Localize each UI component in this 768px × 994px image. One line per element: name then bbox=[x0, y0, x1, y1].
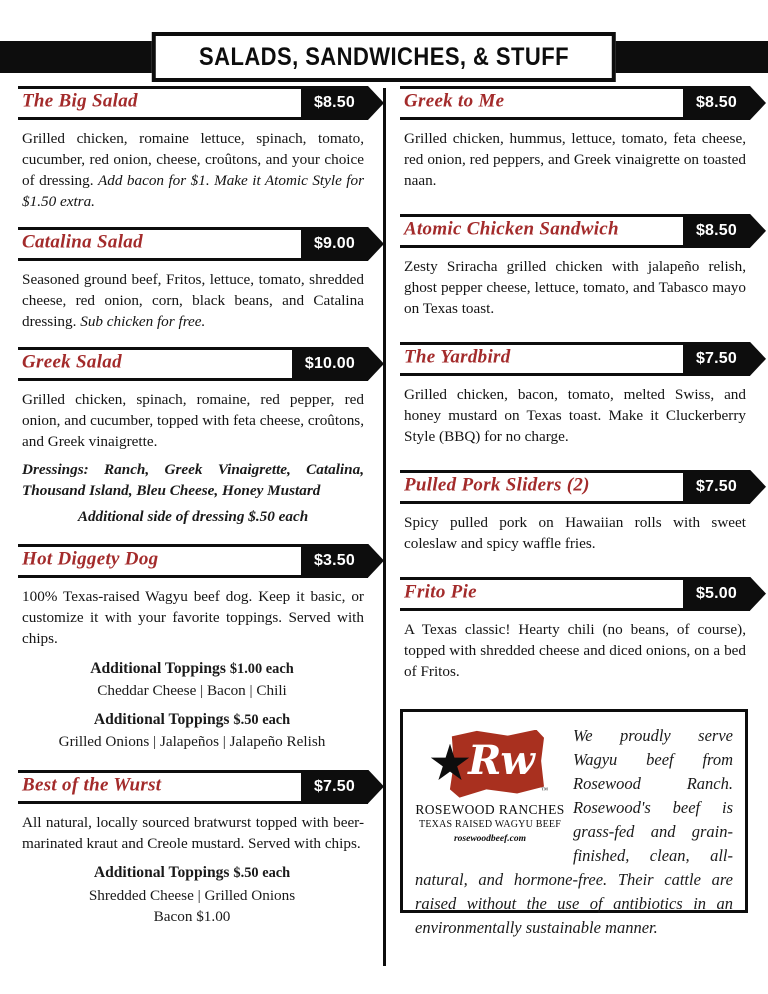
menu-item-header bbox=[400, 342, 748, 376]
menu-item-price: $9.00 bbox=[313, 234, 355, 252]
menu-item bbox=[18, 770, 366, 928]
extra-dressing-note: Additional side of dressing $.50 each bbox=[77, 507, 309, 525]
price-tag-body bbox=[301, 86, 368, 120]
rosewood-tagline: TEXAS RAISED WAGYU BEEF bbox=[419, 819, 561, 831]
price-tag bbox=[683, 214, 766, 248]
toppings-options: Shredded Cheese | Grilled Onions bbox=[88, 886, 296, 904]
price-tag bbox=[683, 86, 766, 120]
header-title-box bbox=[152, 32, 616, 82]
left-menu-column bbox=[18, 86, 366, 932]
column-divider bbox=[383, 88, 386, 966]
toppings-heading bbox=[18, 863, 366, 883]
toppings-options: Grilled Onions | Jalapeños | Jalapeño Relish bbox=[58, 732, 326, 750]
menu-item bbox=[400, 214, 748, 320]
price-tag-arrow-icon bbox=[750, 470, 766, 504]
price-tag-arrow-icon bbox=[750, 86, 766, 120]
price-tag-body bbox=[301, 544, 368, 578]
price-tag-body bbox=[683, 214, 750, 248]
menu-item bbox=[400, 577, 748, 683]
price-tag-arrow-icon bbox=[750, 342, 766, 376]
price-tag-body bbox=[301, 770, 368, 804]
toppings-options-secondary: Bacon $1.00 bbox=[153, 908, 231, 926]
menu-item-header bbox=[400, 86, 748, 120]
price-tag-arrow-icon bbox=[368, 347, 384, 381]
menu-item-description: Zesty Sriracha grilled chicken with jalapeño relish, ghost pepper cheese, lettuce, tomato, and Tabasco mayo on Texas toast. bbox=[404, 257, 746, 317]
menu-item bbox=[18, 227, 366, 333]
menu-item-name: Pulled Pork Sliders (2) bbox=[404, 474, 590, 496]
rosewood-brand-mark-icon bbox=[430, 728, 550, 800]
promo-top-row bbox=[415, 724, 733, 868]
menu-item-description: 100% Texas-raised Wagyu beef dog. Keep it basic, or customize it with your favorite toppings. Served with chips. bbox=[22, 587, 364, 647]
menu-item-price: $8.50 bbox=[695, 221, 737, 239]
menu-item-description: Spicy pulled pork on Hawaiian rolls with sweet coleslaw and spicy waffle fries. bbox=[404, 513, 746, 552]
toppings-heading-label: Additional Toppings bbox=[93, 710, 230, 728]
menu-item bbox=[18, 347, 366, 528]
rosewood-promo-box bbox=[400, 709, 748, 938]
menu-item-name: Best of the Wurst bbox=[22, 774, 162, 796]
rosewood-logo bbox=[415, 724, 565, 845]
price-tag bbox=[301, 544, 384, 578]
trademark-symbol: ™ bbox=[541, 785, 548, 794]
price-tag-body bbox=[292, 347, 368, 381]
price-tag-arrow-icon bbox=[368, 227, 384, 261]
menu-item-header bbox=[400, 214, 748, 248]
menu-item-name: The Yardbird bbox=[404, 346, 511, 368]
price-tag-arrow-icon bbox=[368, 544, 384, 578]
price-tag bbox=[683, 342, 766, 376]
toppings-price: $.50 each bbox=[233, 711, 291, 728]
menu-item bbox=[18, 86, 366, 213]
description-text: Grilled chicken, romaine lettuce, spinach, tomato, cucumber, red onion, cheese, croûtons, and your choice of dressing. bbox=[22, 130, 364, 189]
menu-item-description bbox=[22, 270, 364, 333]
dressings-note: Dressings: Ranch, Greek Vinaigrette, Catalina, Thousand Island, Bleu Cheese, Honey Mustard bbox=[22, 460, 364, 499]
menu-item-description: Grilled chicken, hummus, lettuce, tomato, feta cheese, red onion, red peppers, and Greek vinaigrette on toasted naan. bbox=[404, 130, 746, 189]
price-tag bbox=[683, 577, 766, 611]
menu-item-price: $8.50 bbox=[695, 94, 737, 111]
menu-item-header bbox=[400, 577, 748, 611]
menu-item-name: Atomic Chicken Sandwich bbox=[404, 218, 619, 240]
description-italic-note: Add bacon for $1. Make it Atomic Style for $1.50 extra. bbox=[22, 171, 365, 210]
menu-item-header bbox=[18, 770, 366, 804]
right-menu-column bbox=[400, 86, 748, 938]
menu-item-header bbox=[400, 470, 748, 504]
price-tag-body bbox=[301, 227, 368, 261]
menu-item-header bbox=[18, 544, 366, 578]
page-title: SALADS, SANDWICHES, & STUFF bbox=[199, 42, 569, 71]
price-tag-body bbox=[683, 470, 750, 504]
price-tag-body bbox=[683, 86, 750, 120]
menu-item-price: $3.50 bbox=[313, 551, 355, 569]
rosewood-brand-name: ROSEWOOD RANCHES bbox=[415, 801, 565, 817]
menu-item-header bbox=[18, 227, 366, 261]
menu-item-description bbox=[22, 129, 364, 213]
page-header-banner bbox=[0, 41, 768, 73]
rosewood-website-url[interactable]: rosewoodbeef.com bbox=[453, 834, 527, 845]
description-text: Seasoned ground beef, Fritos, lettuce, tomato, shredded cheese, red onion, corn, black beans, and Catalina dressing. bbox=[22, 270, 364, 330]
price-tag-arrow-icon bbox=[368, 770, 384, 804]
price-tag bbox=[292, 347, 384, 381]
menu-item bbox=[400, 86, 748, 192]
menu-item-description: A Texas classic! Hearty chili (no beans, of course), topped with shredded cheese and diced onions, on a bed of Fritos. bbox=[404, 620, 746, 680]
menu-item-description: Grilled chicken, spinach, romaine, red pepper, red onion, and cucumber, topped with feta cheese, croûtons, and Greek vinaigrette. bbox=[22, 390, 364, 450]
price-tag-arrow-icon bbox=[750, 577, 766, 611]
menu-item-name: Catalina Salad bbox=[22, 231, 143, 253]
menu-item bbox=[18, 544, 366, 752]
toppings-options: Cheddar Cheese | Bacon | Chili bbox=[97, 681, 287, 699]
menu-item-header bbox=[18, 347, 366, 381]
price-tag bbox=[301, 227, 384, 261]
menu-item-price: $7.50 bbox=[695, 477, 737, 495]
menu-item-price: $5.00 bbox=[695, 584, 737, 602]
toppings-heading bbox=[18, 710, 366, 730]
menu-item bbox=[400, 470, 748, 555]
promo-text-first-part: We proudly serve Wagyu beef from Rosewood Ranch. Rosewood's beef is grass-fed and grain-finished, clean, all- bbox=[573, 725, 733, 865]
menu-item-header bbox=[18, 86, 366, 120]
toppings-heading-label: Additional Toppings bbox=[90, 659, 226, 677]
price-tag-arrow-icon bbox=[750, 214, 766, 248]
rw-monogram: Rw bbox=[468, 736, 534, 784]
menu-item-name: Frito Pie bbox=[404, 581, 477, 603]
promo-text-second-part: natural, and hormone-free. Their cattle are raised without the use of antibiotics in an environmentally sustainable manner. bbox=[415, 870, 733, 938]
menu-item-name: The Big Salad bbox=[22, 90, 138, 112]
price-tag bbox=[301, 86, 384, 120]
menu-item-description: Grilled chicken, bacon, tomato, melted Swiss, and honey mustard on Texas toast. Make it Cluckerberry Style (BBQ) for no charge. bbox=[404, 385, 746, 445]
toppings-heading bbox=[18, 659, 366, 679]
menu-item-price: $10.00 bbox=[304, 354, 355, 372]
menu-item-name: Hot Diggety Dog bbox=[22, 548, 159, 570]
menu-item-description: All natural, locally sourced bratwurst topped with beer-marinated kraut and Creole mustard. Served with chips. bbox=[22, 813, 364, 852]
price-tag bbox=[301, 770, 384, 804]
menu-item bbox=[400, 342, 748, 448]
price-tag-arrow-icon bbox=[368, 86, 384, 120]
menu-item-name: Greek Salad bbox=[22, 351, 122, 373]
price-tag bbox=[683, 470, 766, 504]
price-tag-body bbox=[683, 342, 750, 376]
toppings-price: $.50 each bbox=[233, 865, 291, 882]
menu-item-price: $7.50 bbox=[313, 777, 355, 795]
toppings-price: $1.00 each bbox=[229, 660, 294, 677]
menu-item-name: Greek to Me bbox=[404, 90, 505, 112]
price-tag-body bbox=[683, 577, 750, 611]
menu-item-price: $8.50 bbox=[313, 94, 355, 111]
menu-item-price: $7.50 bbox=[695, 349, 737, 367]
toppings-heading-label: Additional Toppings bbox=[93, 864, 230, 882]
description-italic-note: Sub chicken for free. bbox=[80, 312, 206, 330]
